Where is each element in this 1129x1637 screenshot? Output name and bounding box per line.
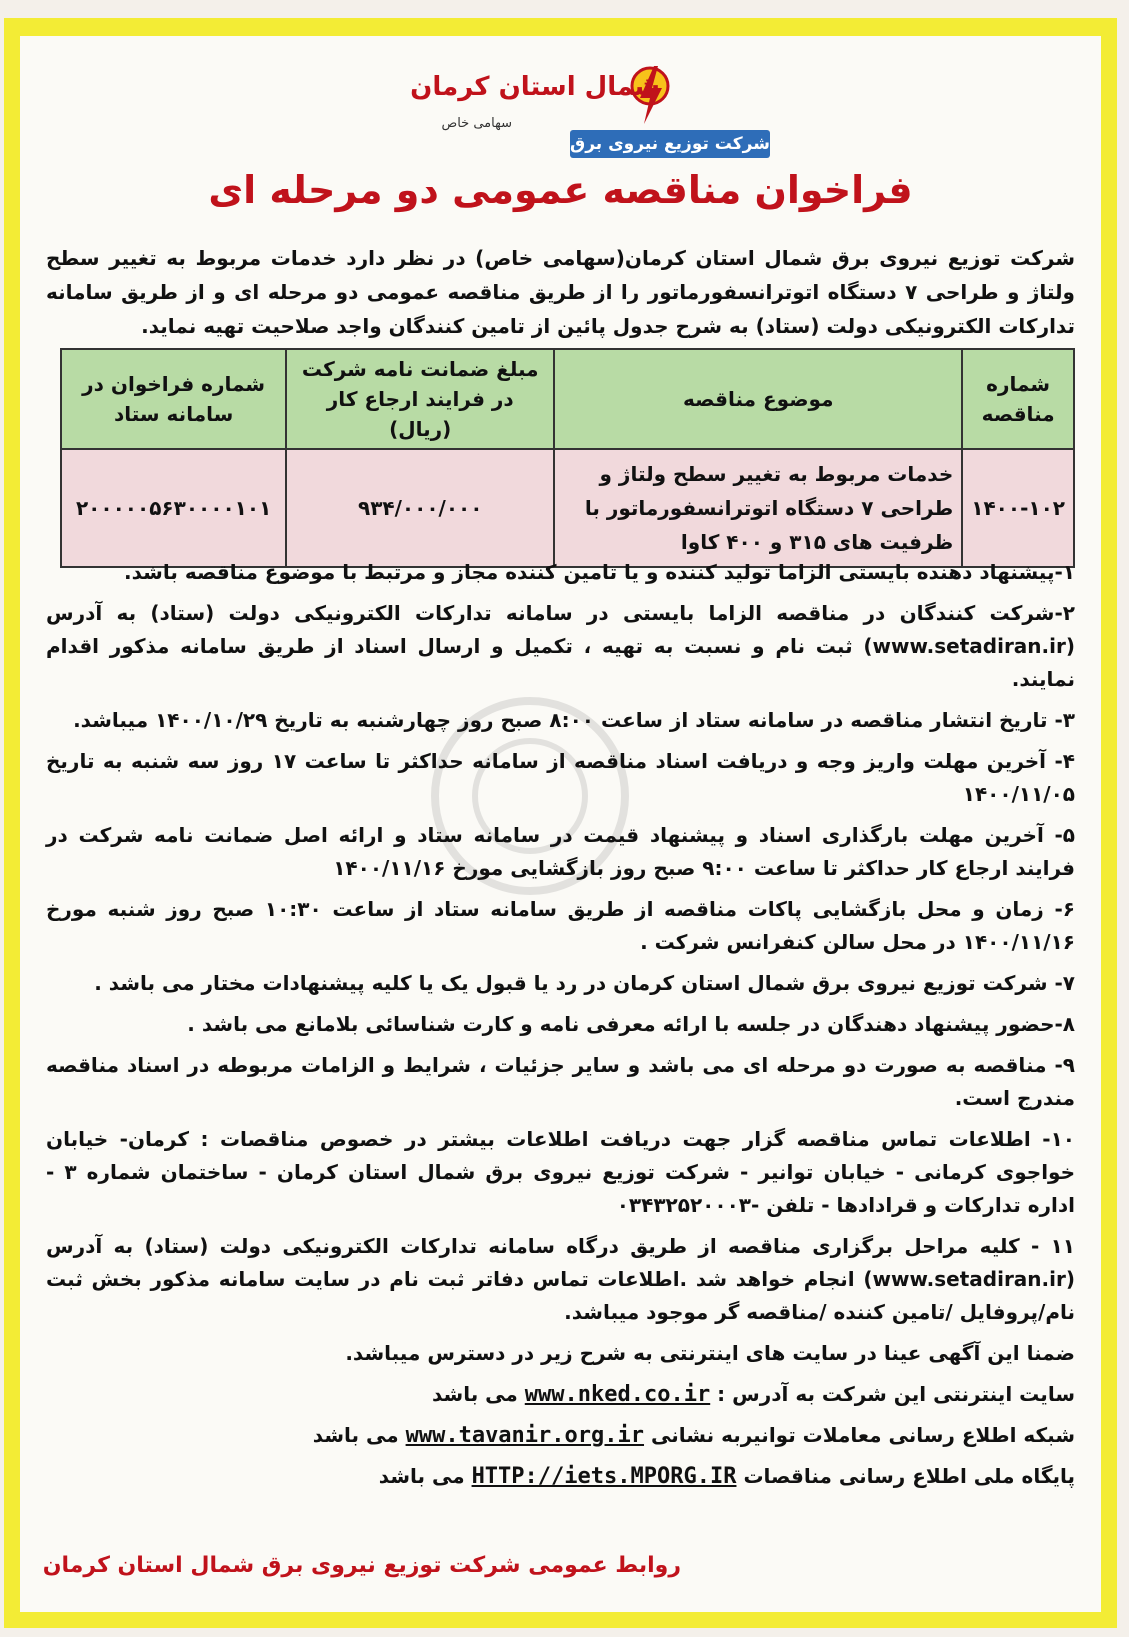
- cell-subject: خدمات مربوط به تغییر سطح ولتاژ و طراحی ۷ دستگاه اتوترانسفورماتور با ظرفیت های ۳۱۵ و ۴۰۰ کاوا: [554, 449, 962, 567]
- tender-table: [60, 348, 1075, 568]
- cell-guarantee: ۹۳۴/۰۰۰/۰۰۰: [286, 449, 554, 567]
- list-item: ۱۰- اطلاعات تماس مناقصه گزار جهت دریافت اطلاعات بیشتر در خصوص مناقصات : کرمان- خیابان خواجوی کرمانی - خیابان توانیر - شرکت توزیع نیروی برق شمال استان کرمان - ساختمان شماره ۳ - اداره تدارکات و قرادادها - تلفن -۰۳۴۳۲۵۲۰۰۰۳: [46, 1127, 1076, 1217]
- list-item: ۲-شرکت کنندگان در مناقصه الزاما بایستی در سامانه تدارکات الکترونیکی دولت (ستاد) به آدرس (www.setadiran.ir) ثبت نام و نسبت به تهیه ، تکمیل و ارسال اسناد از طریق سامانه مذکور اقدام نمایند.: [46, 601, 1075, 691]
- cell-call-number: ۲۰۰۰۰۰۵۶۳۰۰۰۰۱۰۱: [61, 449, 286, 567]
- website-prefix: سایت اینترنتی این شرکت به آدرس :: [717, 1382, 1075, 1406]
- website-suffix: می باشد: [378, 1464, 465, 1488]
- website-suffix: می باشد: [431, 1382, 518, 1406]
- header-guarantee: مبلغ ضمانت نامه شرکت در فرایند ارجاع کار (ریال): [286, 349, 554, 449]
- website-prefix: شبکه اطلاع رسانی معاملات توانیربه نشانی: [650, 1423, 1075, 1447]
- footer-signature: روابط عمومی شرکت توزیع نیروی برق شمال استان کرمان: [42, 1553, 681, 1578]
- list-item: ۹- مناقصه به صورت دو مرحله ای می باشد و سایر جزئیات ، شرایط و الزامات مربوطه در اسناد مناقصه مندرج است.: [46, 1053, 1075, 1110]
- list-item: ۴- آخرین مهلت واریز وجه و دریافت اسناد مناقصه از سامانه حداکثر تا ساعت ۱۷ روز سه شنبه به تاریخ ۱۴۰۰/۱۱/۰۵: [46, 749, 1076, 806]
- cell-tender-number: ۱۴۰۰-۱۰۲: [962, 449, 1074, 567]
- list-item: ۶- زمان و محل بازگشایی پاکات مناقصه از طریق سامانه ستاد از ساعت ۱۰:۳۰ صبح روز شنبه مورخ ۱۴۰۰/۱۱/۱۶ در محل سالن کنفرانس شرکت .: [46, 897, 1075, 954]
- list-item: ۳- تاریخ انتشار مناقصه در سامانه ستاد از ساعت ۸:۰۰ صبح روز چهارشنبه به تاریخ ۱۴۰۰/۱۰/۲۹ میباشد.: [73, 708, 1075, 732]
- header-subject: موضوع مناقصه: [554, 349, 962, 449]
- website-line: [46, 1378, 1075, 1411]
- list-item: ۱۱ - کلیه مراحل برگزاری مناقصه از طریق درگاه سامانه تدارکات الکترونیکی دولت (ستاد) به آدرس (www.setadiran.ir) انجام خواهد شد .اطلاعات تماس دفاتر ثبت نام در سایت سامانه مذکور بخش ثبت نام/پروفایل /تامین کننده /مناقصه گر موجود میباشد.: [46, 1234, 1075, 1324]
- website-line: [46, 1460, 1075, 1493]
- availability-note: ضمنا این آگهی عینا در سایت های اینترنتی به شرح زیر در دسترس میباشد.: [345, 1341, 1075, 1365]
- intro-paragraph: شرکت توزیع نیروی برق شمال استان کرمان(سهامی خاص) در نظر دارد خدمات مربوط به تغییر سطح ولتاژ و طراحی ۷ دستگاه اتوترانسفورماتور را از طریق مناقصه عمومی دو مرحله ای و از طریق سامانه تدارکات الکترونیکی دولت (ستاد) به شرح جدول پائین از تامین کنندگان واجد صلاحیت تهیه نماید.: [46, 246, 1075, 338]
- website-prefix: پایگاه ملی اطلاع رسانی مناقصات: [743, 1464, 1075, 1488]
- page-title: فراخوان مناقصه عمومی دو مرحله ای: [208, 168, 913, 212]
- header-tender-number: شماره مناقصه: [962, 349, 1074, 449]
- website-list: [46, 1378, 1075, 1493]
- list-item: ۸-حضور پیشنهاد دهندگان در جلسه با ارائه معرفی نامه و کارت شناسائی بلامانع می باشد .: [187, 1012, 1075, 1036]
- table-header-row: [61, 349, 1074, 449]
- header-call-number: شماره فراخوان در سامانه ستاد: [61, 349, 286, 449]
- conditions-list: [46, 556, 1075, 1501]
- website-line: [46, 1419, 1075, 1452]
- list-item: ۵- آخرین مهلت بارگذاری اسناد و پیشنهاد قیمت در سامانه ستاد و ارائه اصل ضمانت نامه شرکت در فرایند ارجاع کار حداکثر تا ساعت ۹:۰۰ صبح روز بازگشایی مورخ ۱۴۰۰/۱۱/۱۶: [46, 823, 1075, 880]
- website-link-tavanir[interactable]: www.tavanir.org.ir: [405, 1423, 645, 1448]
- website-link-iets[interactable]: HTTP://iets.MPORG.IR: [471, 1464, 737, 1489]
- logo-brand-text: شمال استان کرمان: [410, 72, 660, 102]
- list-item: ۷- شرکت توزیع نیروی برق شمال استان کرمان در رد یا قبول یک یا کلیه پیشنهادات مختار می باشد .: [94, 971, 1075, 995]
- logo-company-bar: شرکت توزیع نیروی برق: [570, 130, 770, 158]
- logo-sub-text: سهامی خاص: [441, 116, 512, 131]
- yellow-frame: [4, 18, 1117, 1628]
- website-link-nked[interactable]: www.nked.co.ir: [524, 1382, 711, 1407]
- company-logo: [370, 64, 770, 164]
- website-suffix: می باشد: [312, 1423, 399, 1447]
- list-item: ۱-پیشنهاد دهنده بایستی الزاما تولید کننده و یا تامین کننده مجاز و مرتبط با موضوع مناقصه باشد.: [124, 560, 1075, 584]
- table-row: [61, 449, 1074, 567]
- notice-paper: [20, 36, 1101, 1612]
